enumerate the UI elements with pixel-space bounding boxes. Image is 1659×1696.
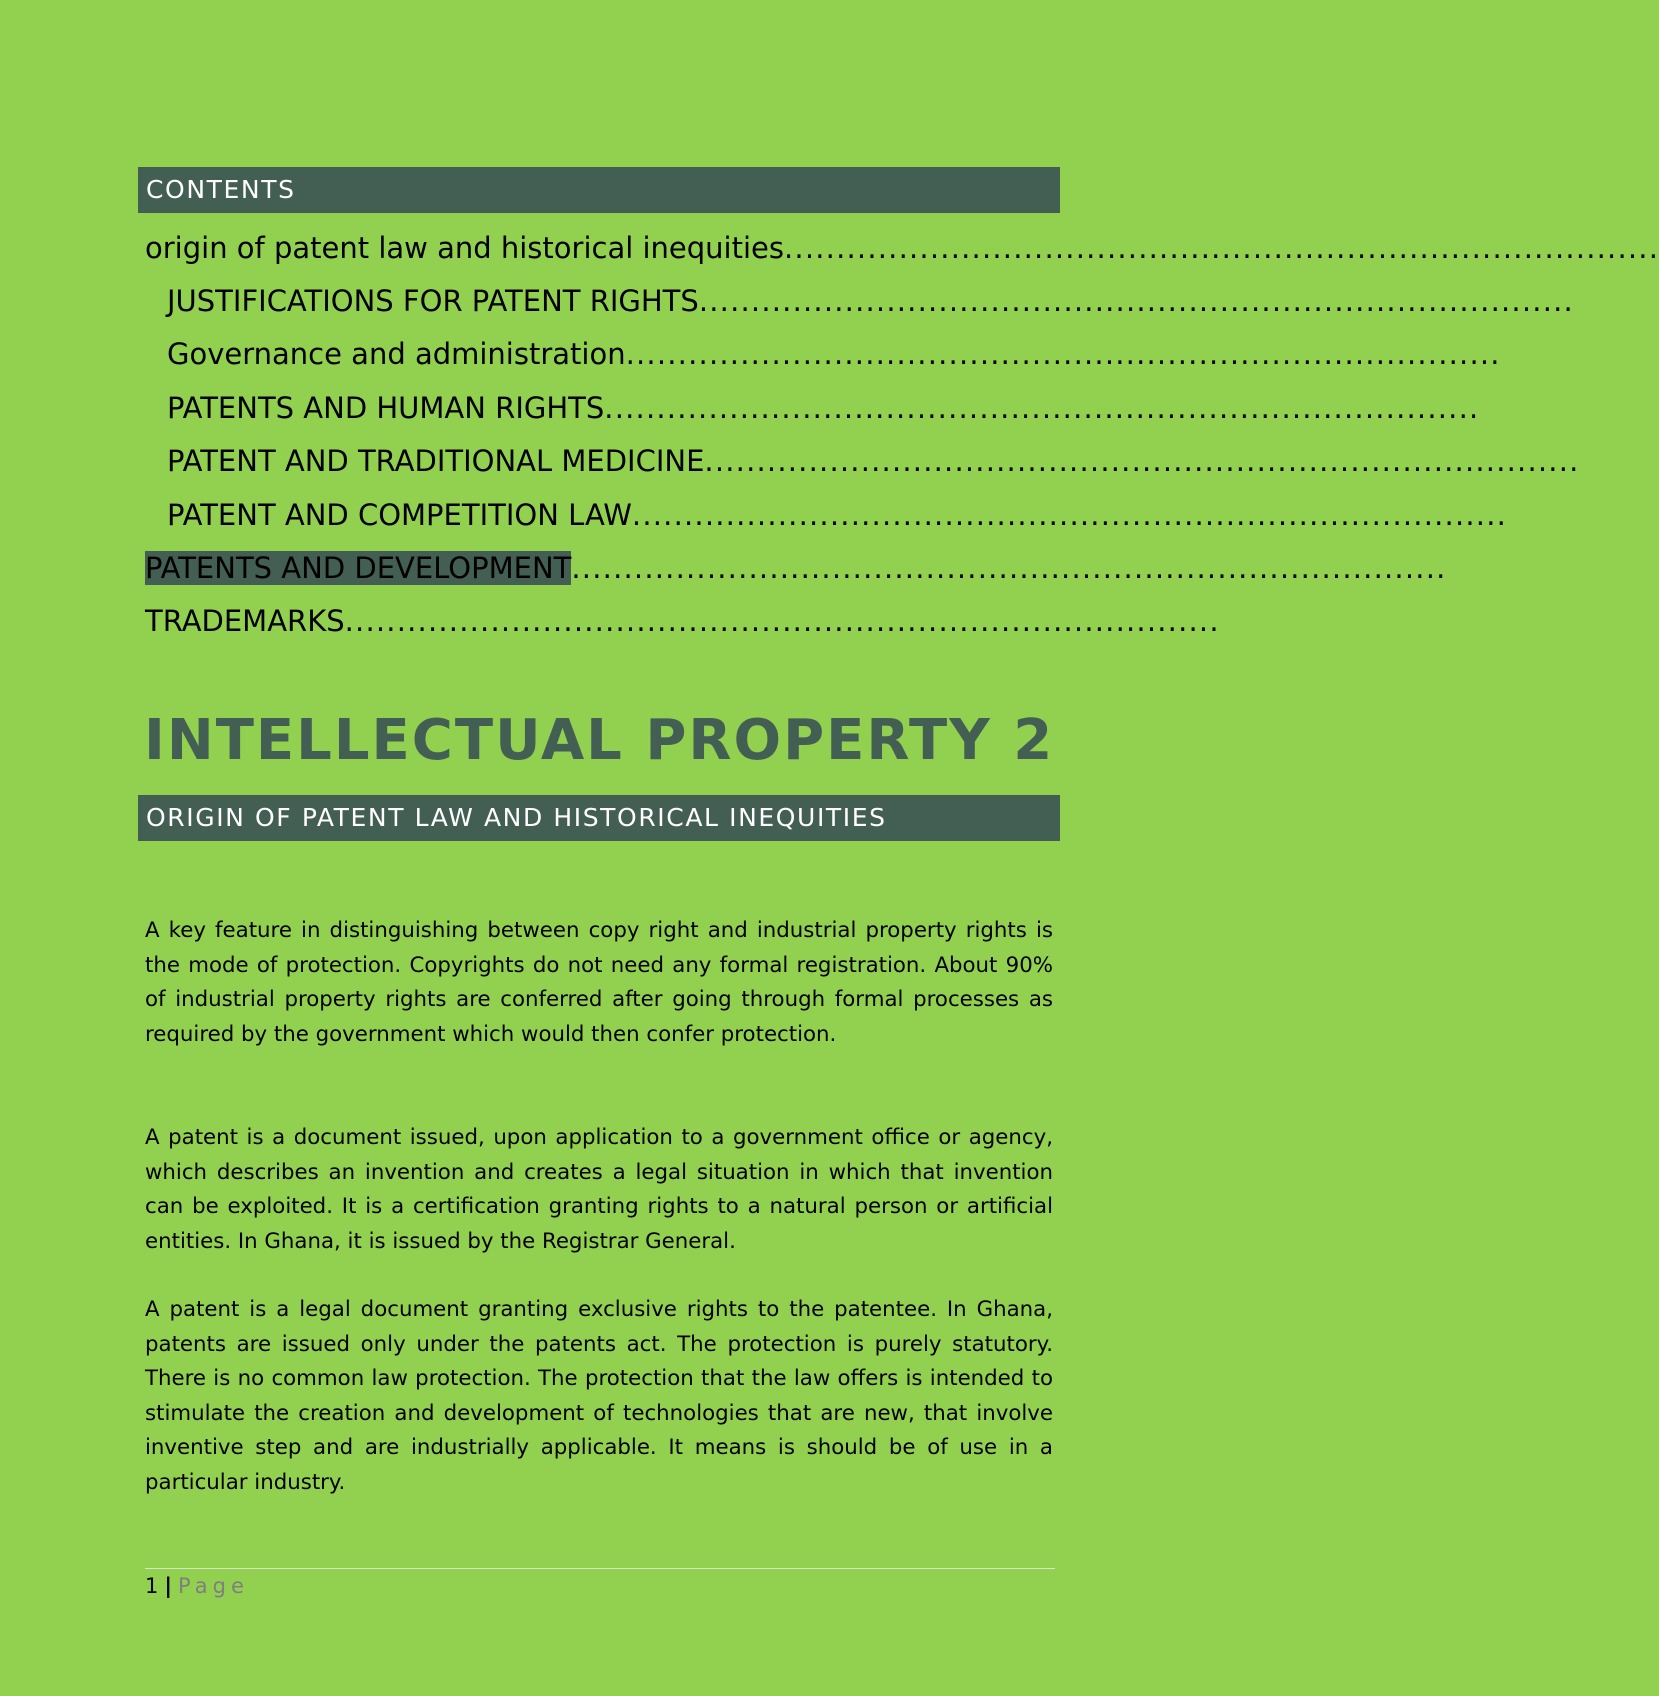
toc-entry-label: JUSTIFICATIONS FOR PATENT RIGHTS [167,284,699,318]
section-heading: ORIGIN OF PATENT LAW AND HISTORICAL INEQUITIES [138,795,1060,841]
page-label: Page [178,1574,249,1598]
toc-entry-label: PATENT AND TRADITIONAL MEDICINE [167,444,705,478]
body-paragraph: A key feature in distinguishing between copy right and industrial property rights is the mode of protection. Copyrights do not need any formal registration. About 90% of industrial property rights are conferred after going through formal processes as required by the government which would then confer protection. [145,918,1053,1047]
toc-entry-human-rights[interactable] [167,382,1480,434]
toc-entry-origin[interactable] [145,222,1659,274]
toc-entry-justifications[interactable] [167,275,1574,327]
toc-entry-trademarks[interactable] [145,595,1345,647]
footer-separator: | [164,1574,173,1598]
toc-leader-dots: .................................................................................... [625,337,1501,371]
page-footer [145,1571,249,1601]
toc-entry-label: PATENT AND COMPETITION LAW [167,498,632,532]
body-paragraph: A patent is a legal document granting exclusive rights to the patentee. In Ghana, patents are issued only under the patents act. The protection is purely statutory. There is no common law protection. The protection that the law offers is intended to stimulate the creation and development of technologies that are new, that involve inventive step and are industrially applicable. It means is should be of use in a particular industry. [145,1297,1053,1495]
footer-divider [145,1568,1055,1569]
table-of-contents [0,222,1659,652]
toc-entry-label: Governance and administration [167,337,626,371]
toc-leader-dots: .................................................................................... [704,444,1580,478]
toc-leader-dots: .................................................................................... [631,498,1508,532]
toc-entry-governance[interactable] [167,328,1501,380]
toc-entry-label-selected: PATENTS AND DEVELOPMENT [145,551,572,585]
body-paragraph: A patent is a document issued, upon application to a government office or agency, which describes an invention and creates a legal situation in which that invention can be exploited. It is a certification granting rights to a natural person or artificial entities. In Ghana, it is issued by the Registrar General. [145,1125,1053,1254]
toc-entry-label: PATENTS AND HUMAN RIGHTS [167,391,605,425]
toc-entry-traditional-medicine[interactable] [167,435,1580,487]
toc-leader-dots: .................................................................................... [571,551,1447,585]
toc-leader-dots: .................................................................................... [344,604,1220,638]
document-title: INTELLECTUAL PROPERTY 2 [144,708,1055,773]
page-number: 1 [145,1574,159,1598]
toc-leader-dots: .................................................................................... [784,231,1659,265]
toc-leader-dots: .................................................................................... [698,284,1574,318]
toc-entry-label: TRADEMARKS [145,604,345,638]
toc-entry-competition-law[interactable] [167,489,1508,541]
toc-leader-dots: .................................................................................... [604,391,1480,425]
toc-entry-development[interactable] [145,542,1447,594]
toc-entry-label: origin of patent law and historical inequities [145,231,784,265]
contents-heading: CONTENTS [138,167,1060,213]
